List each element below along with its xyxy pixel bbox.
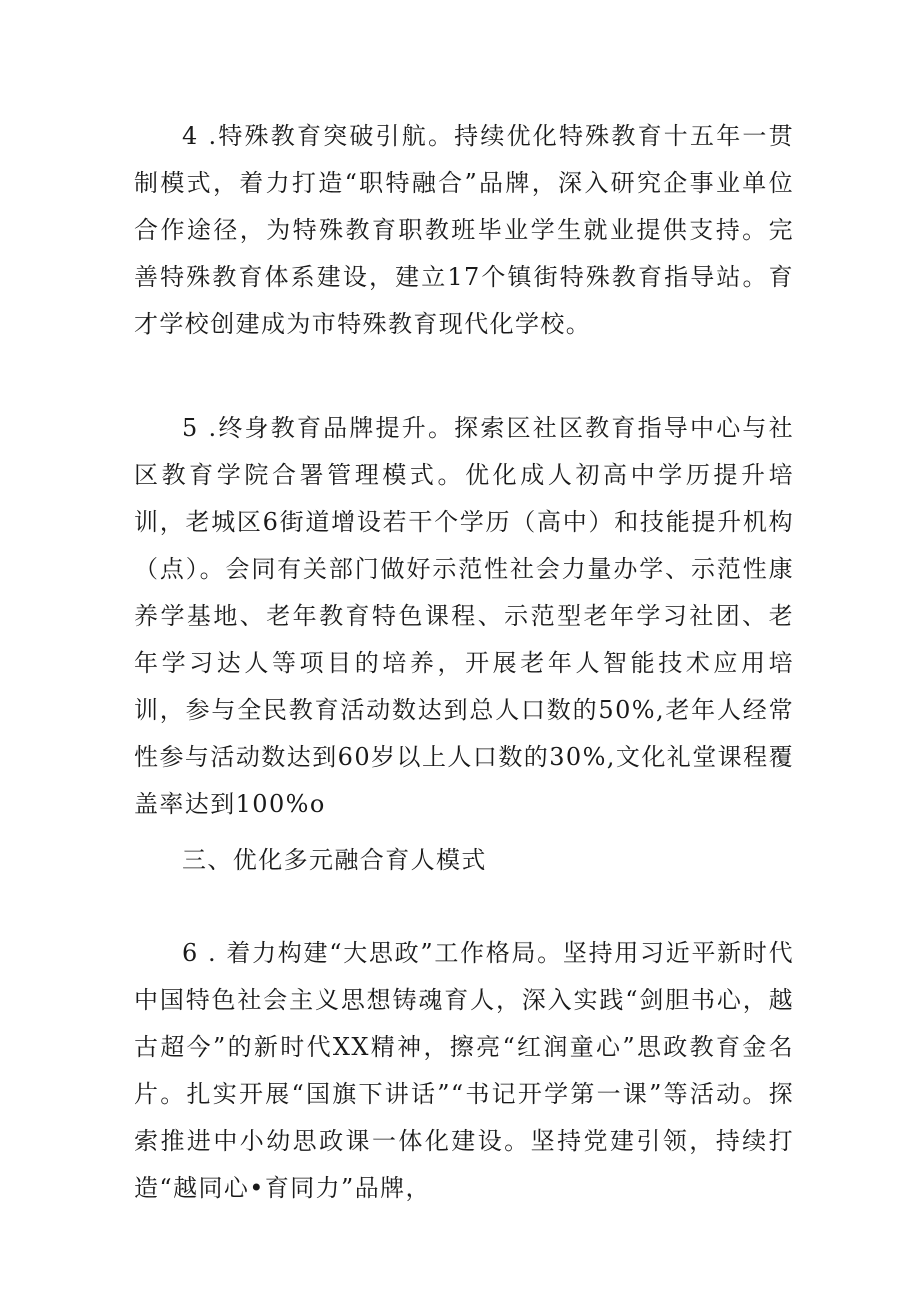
paragraph-special-education: 4 .特殊教育突破引航。持续优化特殊教育十五年一贯制模式，着力打造“职特融合”品牌，深入研究企事业单位合作途径，为特殊教育职教班毕业学生就业提供支持。完善特殊教育体系建设，建立17个镇街特殊教育指导站。育才学校创建成为市特殊教育现代化学校。 xyxy=(134,122,794,338)
paragraph-lifelong-education: 5 .终身教育品牌提升。探索区社区教育指导中心与社区教育学院合署管理模式。优化成人初高中学历提升培训，老城区6街道增设若干个学历（高中）和技能提升机构（点）。会同有关部门做好示范性社会力量办学、示范性康养学基地、老年教育特色课程、示范型老年学习社团、老年学习达人等项目的培养，开展老年人智能技术应用培训，参与全民教育活动数达到总人口数的50%,老年人经常性参与活动数达到60岁以上人口数的30%,文化礼堂课程覆盖率达到100%o xyxy=(134,414,794,818)
paragraph-ideological-education: 6 . 着力构建“大思政”工作格局。坚持用习近平新时代中国特色社会主义思想铸魂育人，深入实践“剑胆书心，越古超今”的新时代XX精神，擦亮“红润童心”思政教育金名片。扎实开展“国旗下讲话”“书记开学第一课”等活动。探索推进中小幼思政课一体化建设。坚持党建引领，持续打造“越同心•育同力”品牌， xyxy=(134,939,794,1202)
section-heading: 三、优化多元融合育人模式 xyxy=(182,846,487,874)
